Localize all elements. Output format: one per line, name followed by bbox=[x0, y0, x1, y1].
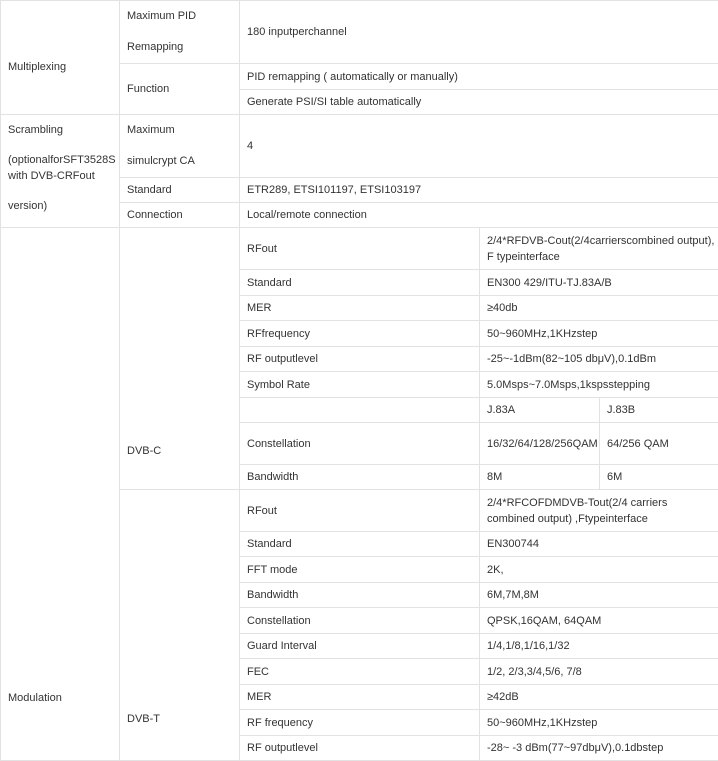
group-scrambling-line3: with DVB-CRFout bbox=[8, 168, 119, 184]
value-dvbt-fec: 1/2, 2/3,3/4,5/6, 7/8 bbox=[480, 659, 718, 685]
value-dvbt-mer: ≥42dB bbox=[480, 685, 718, 710]
value-dvbc-bandwidth-a: 8M bbox=[480, 465, 600, 490]
value-connection: Local/remote connection bbox=[240, 203, 718, 228]
value-dvbc-mer: ≥40db bbox=[480, 296, 718, 321]
param-dvbc-rflevel: RF outputlevel bbox=[240, 347, 480, 372]
group-dvbt bbox=[120, 490, 240, 761]
table-row bbox=[1, 115, 718, 178]
param-dvbt-mer: MER bbox=[240, 685, 480, 710]
group-multiplexing-label: Multiplexing bbox=[8, 41, 119, 75]
value-dvbt-bandwidth: 6M,7M,8M bbox=[480, 583, 718, 608]
value-dvbc-standard: EN300 429/ITU-TJ.83A/B bbox=[480, 270, 718, 296]
group-dvbc-label: DVB-C bbox=[127, 228, 239, 459]
group-scrambling-line4: version) bbox=[8, 184, 119, 214]
value-standard: ETR289, ETSI101197, ETSI103197 bbox=[240, 178, 718, 203]
value-dvbt-standard: EN300744 bbox=[480, 532, 718, 557]
param-function: Function bbox=[120, 64, 240, 115]
param-dvbc-bandwidth: Bandwidth bbox=[240, 465, 480, 490]
param-standard: Standard bbox=[120, 178, 240, 203]
param-max-ca bbox=[120, 115, 240, 178]
table-row bbox=[1, 1, 718, 64]
param-dvbt-rffreq: RF frequency bbox=[240, 710, 480, 736]
value-dvbc-constellation-b: 64/256 QAM bbox=[600, 423, 718, 465]
value-max-ca: 4 bbox=[240, 115, 718, 178]
param-dvbc-symbol: Symbol Rate bbox=[240, 372, 480, 398]
param-dvbc-standard: Standard bbox=[240, 270, 480, 296]
group-dvbc bbox=[120, 228, 240, 490]
param-max-pid bbox=[120, 1, 240, 64]
value-dvbc-bandwidth-b: 6M bbox=[600, 465, 718, 490]
group-multiplexing bbox=[1, 1, 120, 115]
param-dvbc-constellation: Constellation bbox=[240, 423, 480, 465]
value-dvbt-guard: 1/4,1/8,1/16,1/32 bbox=[480, 634, 718, 659]
param-dvbc-rffreq: RFfrequency bbox=[240, 321, 480, 347]
param-dvbc-mer: MER bbox=[240, 296, 480, 321]
param-dvbt-constellation: Constellation bbox=[240, 608, 480, 634]
param-dvbt-fft: FFT mode bbox=[240, 557, 480, 583]
param-dvbt-standard: Standard bbox=[240, 532, 480, 557]
group-scrambling bbox=[1, 115, 120, 228]
param-max-pid-line1: Maximum PID bbox=[127, 1, 239, 32]
value-dvbt-rfout: 2/4*RFCOFDMDVB-Tout(2/4 carriers combined output) ,Ftypeinterface bbox=[480, 490, 718, 532]
value-dvbt-rffreq: 50~960MHz,1KHzstep bbox=[480, 710, 718, 736]
value-dvbc-rffreq: 50~960MHz,1KHzstep bbox=[480, 321, 718, 347]
value-dvbt-rflevel: -28~ -3 dBm(77~97dbμV),0.1dbstep bbox=[480, 736, 718, 761]
param-dvbc-blank bbox=[240, 398, 480, 423]
param-dvbt-rfout: RFout bbox=[240, 490, 480, 532]
param-max-ca-line2: simulcrypt CA bbox=[127, 146, 239, 177]
group-modulation-label: Modulation bbox=[8, 228, 119, 706]
param-dvbc-rfout: RFout bbox=[240, 228, 480, 270]
value-function-1: PID remapping ( automatically or manually) bbox=[240, 64, 718, 90]
param-dvbt-rflevel: RF outputlevel bbox=[240, 736, 480, 761]
group-scrambling-line1: Scrambling bbox=[8, 115, 119, 138]
param-dvbt-fec: FEC bbox=[240, 659, 480, 685]
value-dvbt-fft: 2K, bbox=[480, 557, 718, 583]
value-dvbt-constellation: QPSK,16QAM, 64QAM bbox=[480, 608, 718, 634]
group-scrambling-line2: (optionalforSFT3528S bbox=[8, 138, 119, 168]
value-dvbc-rfout: 2/4*RFDVB-Cout(2/4carrierscombined output), F typeinterface bbox=[480, 228, 718, 270]
value-dvbc-rflevel: -25~-1dBm(82~105 dbμV),0.1dBm bbox=[480, 347, 718, 372]
value-function-2: Generate PSI/SI table automatically bbox=[240, 90, 718, 115]
table-row bbox=[1, 228, 718, 270]
param-dvbt-guard: Guard Interval bbox=[240, 634, 480, 659]
value-dvbc-j83a: J.83A bbox=[480, 398, 600, 423]
param-max-pid-line2: Remapping bbox=[127, 32, 239, 63]
param-dvbt-bandwidth: Bandwidth bbox=[240, 583, 480, 608]
group-dvbt-label: DVB-T bbox=[127, 490, 239, 727]
value-dvbc-constellation-a: 16/32/64/128/256QAM bbox=[480, 423, 600, 465]
value-dvbc-j83b: J.83B bbox=[600, 398, 718, 423]
value-dvbc-symbol: 5.0Msps~7.0Msps,1kspsstepping bbox=[480, 372, 718, 398]
group-modulation bbox=[1, 228, 120, 761]
value-max-pid: 180 inputperchannel bbox=[240, 1, 718, 64]
param-connection: Connection bbox=[120, 203, 240, 228]
param-max-ca-line1: Maximum bbox=[127, 115, 239, 146]
